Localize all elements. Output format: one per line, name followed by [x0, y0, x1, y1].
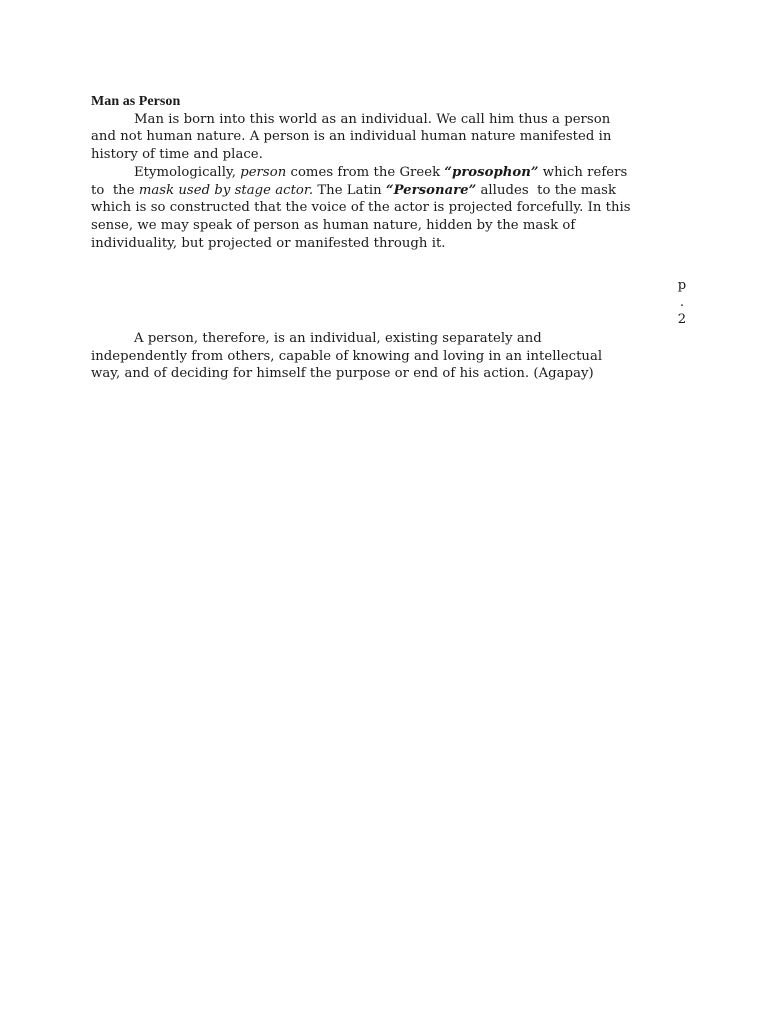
- paragraph3-line3: way, and of deciding for himself the purpose or end of his action. (Agapay): [91, 366, 594, 382]
- paragraph3-line1: A person, therefore, is an individual, existing separately and: [134, 331, 542, 346]
- page-marker-number: 2: [677, 312, 687, 328]
- text-run: which refers: [538, 164, 628, 180]
- text-run: comes from the Greek: [286, 164, 445, 180]
- paragraph1-line3: history of time and place.: [91, 147, 263, 163]
- paragraph1-line1: Man is born into this world as an individual. We call him thus a person: [134, 111, 611, 127]
- paragraph3-line2: independently from others, capable of knowing and loving in an intellectual: [91, 348, 603, 364]
- paragraph2-line3: which is so constructed that the voice of the actor is projected forcefully. In this: [91, 200, 631, 216]
- page-marker-letter: p: [677, 278, 687, 293]
- paragraph1-line2: and not human nature. A person is an individual human nature manifested in: [91, 129, 612, 145]
- paragraph-person-definition: [91, 330, 681, 383]
- text-run: Etymologically,: [134, 164, 241, 180]
- italic-phrase-mask: mask used by stage actor.: [138, 182, 314, 198]
- text-run: to the: [91, 182, 139, 198]
- greek-term-prosophon: “prosophon”: [444, 164, 539, 180]
- paragraph2-line5: individuality, but projected or manifested through it.: [91, 235, 446, 251]
- paragraph2-line2: [91, 182, 681, 200]
- text-run: The Latin: [313, 182, 386, 198]
- section-man-as-person: [91, 93, 681, 252]
- page-marker-dot: .: [679, 295, 685, 311]
- section-title: Man as Person: [91, 94, 181, 109]
- latin-term-personare: “Personare”: [385, 182, 477, 198]
- paragraph2-line4: sense, we may speak of person as human nature, hidden by the mask of: [91, 217, 576, 233]
- italic-term-person: person: [240, 164, 287, 180]
- paragraph2-line1: [91, 164, 681, 182]
- text-run: alludes to the mask: [476, 182, 617, 198]
- page-number-marker: [676, 277, 688, 329]
